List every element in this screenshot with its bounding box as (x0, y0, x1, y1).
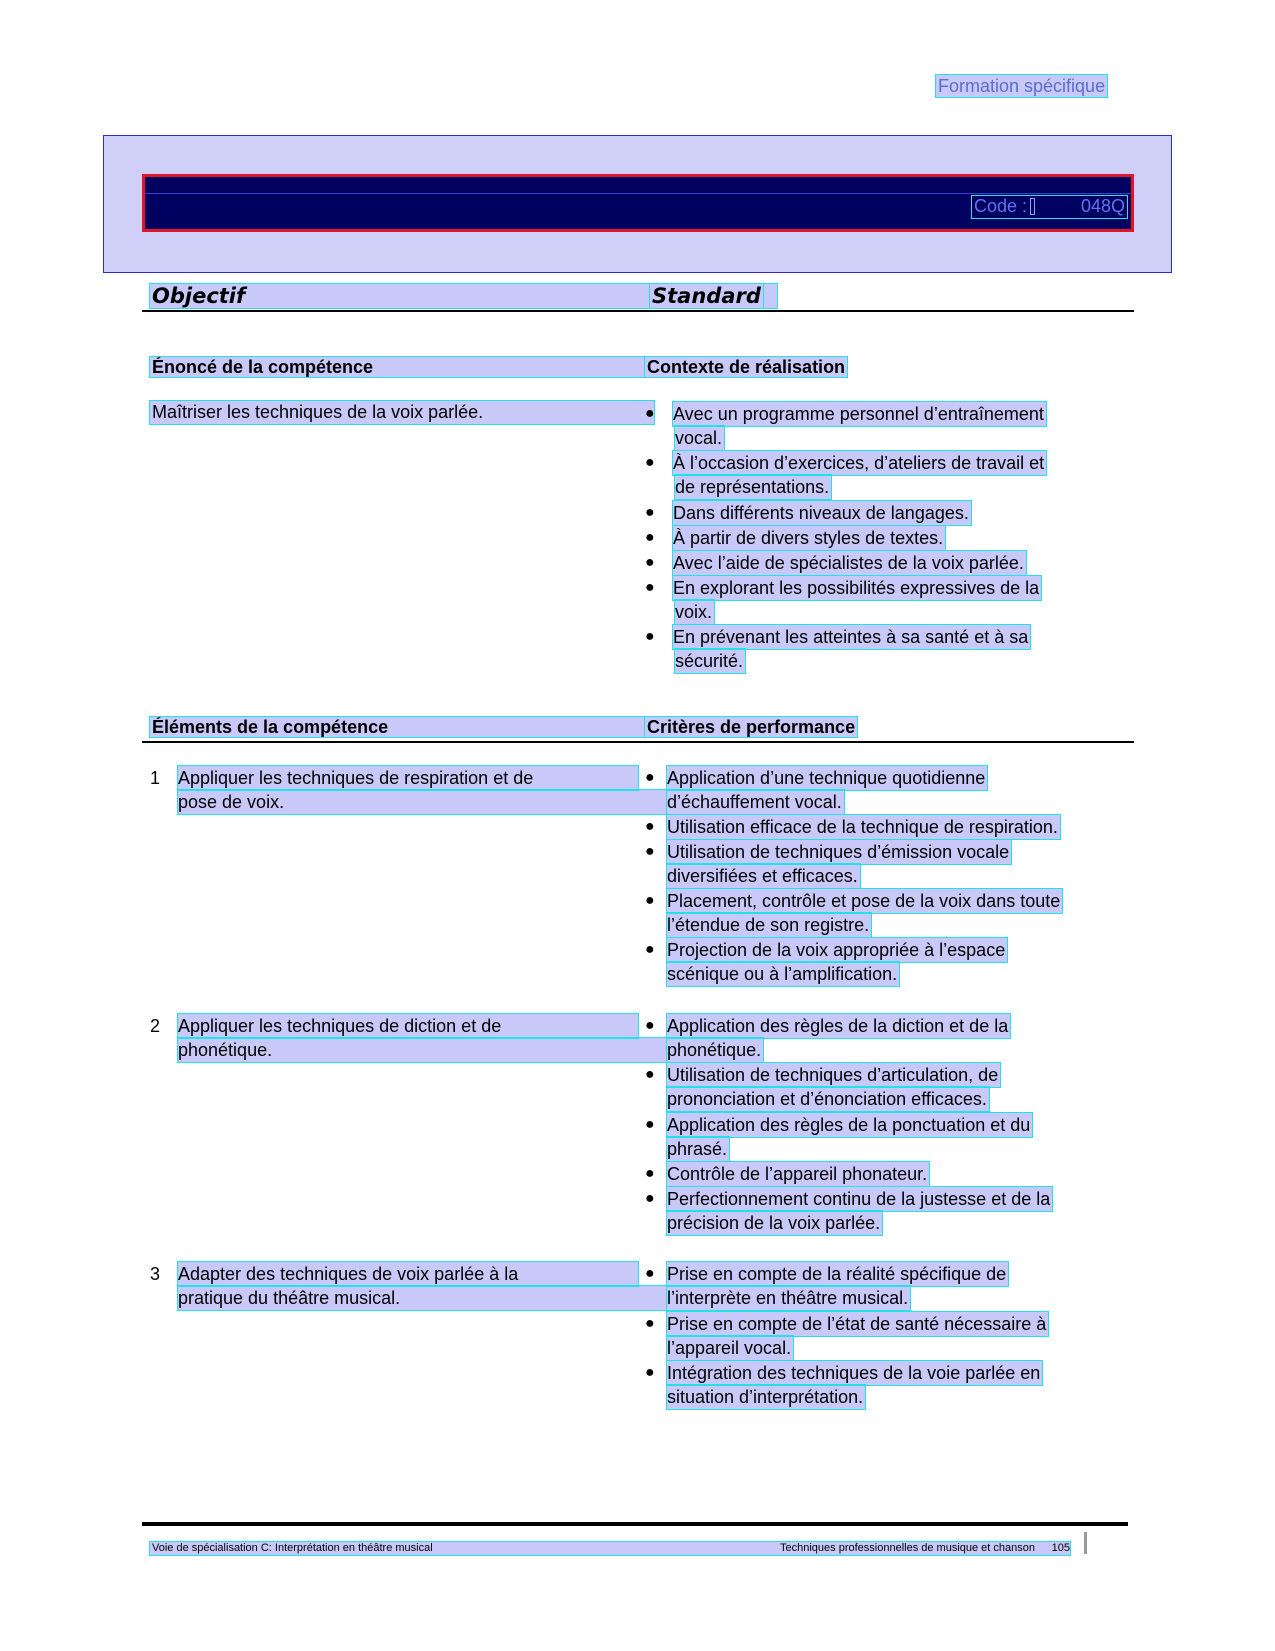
critere-line: Application d’une technique quotidienne (667, 768, 986, 788)
bullet-icon: ● (645, 405, 655, 422)
element-line: Adapter des techniques de voix parlée à la (178, 1262, 638, 1286)
critere-line: Prise en compte de l’état de santé nécessaire à (667, 1314, 1047, 1334)
footer-marker (1084, 1532, 1087, 1554)
bullet-icon: ● (645, 941, 655, 958)
footer-rule (142, 1522, 1128, 1526)
contexte-item-line: sécurité. (675, 651, 744, 671)
critere-line: Application des règles de la diction et de la (667, 1016, 1009, 1036)
divider (142, 741, 1134, 743)
contexte-item-line: Avec un programme personnel d’entraînement (673, 404, 1044, 424)
contexte-item (645, 576, 1041, 624)
critere-line: Perfectionnement continu de la justesse et de la (667, 1189, 1051, 1209)
title-bar (142, 174, 1134, 232)
bullet-icon: ● (645, 892, 655, 909)
critere-item (645, 1113, 1032, 1161)
bullet-icon: ● (645, 1017, 655, 1034)
contexte-item-line: Dans différents niveaux de langages. (673, 503, 969, 523)
critere-line: phonétique. (667, 1040, 762, 1060)
contexte-item-line: voix. (675, 602, 713, 622)
contexte-item (645, 402, 1046, 450)
document-section-label: Formation spécifique (938, 76, 1106, 96)
critere-line: Utilisation de techniques d’articulation, de (667, 1065, 999, 1085)
bullet-icon: ● (645, 554, 655, 571)
element-number: 3 (150, 1264, 161, 1284)
contexte-item-line: de représentations. (675, 477, 830, 497)
contexte-item (645, 451, 1046, 499)
bullet-icon: ● (645, 1364, 655, 1381)
bullet-icon: ● (645, 1116, 655, 1133)
critere-line: prononciation et d’énonciation efficaces. (667, 1089, 987, 1109)
bullet-icon: ● (645, 579, 655, 596)
critere-item (645, 1162, 929, 1186)
critere-line: diversifiées et efficaces. (667, 866, 858, 886)
critere-line: l’appareil vocal. (667, 1338, 792, 1358)
divider (142, 310, 1134, 312)
critere-item (645, 1361, 1042, 1409)
critere-line: Contrôle de l’appareil phonateur. (667, 1164, 928, 1184)
contexte-item-line: vocal. (675, 428, 723, 448)
critere-item (645, 815, 1060, 839)
critere-item (645, 1014, 1010, 1062)
element-line: pratique du théâtre musical. (178, 1286, 668, 1310)
bullet-icon: ● (645, 1066, 655, 1083)
contexte-item-line: À partir de divers styles de textes. (673, 528, 944, 548)
critere-line: Application des règles de la ponctuation et du (667, 1115, 1031, 1135)
code-label: Code : (974, 196, 1028, 216)
bullet-icon: ● (645, 1190, 655, 1207)
bullet-icon: ● (645, 1315, 655, 1332)
objectif-heading: Objectif (150, 284, 777, 308)
criteres-heading: Critères de performance (647, 717, 856, 737)
contexte-heading: Contexte de réalisation (647, 357, 846, 377)
critere-item (645, 1262, 1008, 1310)
footer-program-name: Techniques professionnelles de musique et chanson (780, 1542, 1035, 1554)
critere-line: situation d’interprétation. (667, 1387, 864, 1407)
critere-line: Projection de la voix appropriée à l’espace (667, 940, 1006, 960)
element-number: 2 (150, 1016, 161, 1036)
bullet-icon: ● (645, 769, 655, 786)
critere-item (645, 889, 1062, 937)
bullet-icon: ● (645, 504, 655, 521)
element-line: Appliquer les techniques de diction et de (178, 1014, 638, 1038)
element-item (150, 1262, 668, 1310)
contexte-item (645, 501, 971, 525)
element-line: phonétique. (178, 1038, 668, 1062)
critere-line: Prise en compte de la réalité spécifique de (667, 1264, 1007, 1284)
critere-line: d’échauffement vocal. (667, 792, 842, 812)
competency-code (971, 195, 1128, 219)
element-item (150, 766, 668, 814)
contexte-item-line: Avec l’aide de spécialistes de la voix parlée. (673, 553, 1024, 573)
bullet-icon: ● (645, 818, 655, 835)
critere-line: l’interprète en théâtre musical. (667, 1288, 909, 1308)
bullet-icon: ● (645, 1265, 655, 1282)
bullet-icon: ● (645, 454, 655, 471)
critere-line: phrasé. (667, 1139, 728, 1159)
critere-item (645, 938, 1007, 986)
bullet-icon: ● (645, 628, 655, 645)
bullet-icon: ● (645, 843, 655, 860)
code-value: 048Q (1080, 196, 1125, 216)
elements-heading: Éléments de la compétence (150, 717, 654, 737)
contexte-item (645, 551, 1026, 575)
contexte-item-line: En explorant les possibilités expressives de la (673, 578, 1040, 598)
enonce-text: Maîtriser les techniques de la voix parlée. (150, 401, 654, 424)
element-line: pose de voix. (178, 790, 668, 814)
standard-heading: Standard (652, 284, 761, 308)
critere-line: scénique ou à l’amplification. (667, 964, 898, 984)
footer-program-track: Voie de spécialisation C: Interprétation en théâtre musical (152, 1542, 433, 1554)
critere-item (645, 766, 987, 814)
bullet-icon: ● (645, 529, 655, 546)
element-number: 1 (150, 768, 161, 788)
critere-line: Utilisation de techniques d’émission vocale (667, 842, 1010, 862)
critere-line: Utilisation efficace de la technique de respiration. (667, 817, 1058, 837)
element-item (150, 1014, 668, 1062)
critere-item (645, 1187, 1052, 1235)
contexte-item-line: En prévenant les atteintes à sa santé et à sa (673, 627, 1029, 647)
footer (150, 1542, 1070, 1555)
contexte-item (645, 526, 945, 550)
bullet-icon: ● (645, 1165, 655, 1182)
page-number: 105 (1051, 1542, 1070, 1554)
critere-item (645, 1312, 1048, 1360)
critere-item (645, 840, 1011, 888)
critere-line: l’étendue de son registre. (667, 915, 870, 935)
element-line: Appliquer les techniques de respiration et de (178, 766, 638, 790)
enonce-heading: Énoncé de la compétence (150, 357, 654, 377)
critere-item (645, 1063, 1000, 1111)
code-separator (1030, 198, 1035, 215)
contexte-item-line: À l’occasion d’exercices, d’ateliers de travail et (673, 453, 1045, 473)
critere-line: précision de la voix parlée. (667, 1213, 881, 1233)
critere-line: Placement, contrôle et pose de la voix dans toute (667, 891, 1061, 911)
critere-line: Intégration des techniques de la voie parlée en (667, 1363, 1041, 1383)
contexte-item (645, 625, 1030, 673)
